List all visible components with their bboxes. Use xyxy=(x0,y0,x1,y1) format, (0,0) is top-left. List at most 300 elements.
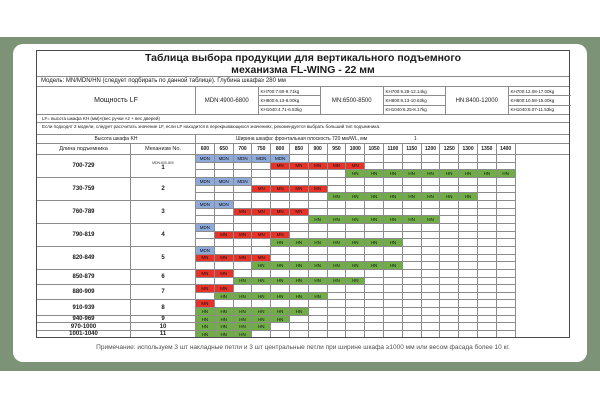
empty-cell xyxy=(478,308,497,316)
grid-right-filler xyxy=(516,323,569,331)
empty-cell xyxy=(459,255,478,263)
power-group-name-1: MN:6500-8500 xyxy=(321,87,384,114)
model-cell-hn: HN xyxy=(459,170,478,178)
power-spec-0-0: KH700:7.80-9.71kg xyxy=(259,87,321,96)
two-models-note: Если подходят 2 модели, следует рассчитать значение LF, если LF находится в перекрывающихся значениях, рекомендуется выбрать больший тип подъемника. xyxy=(37,123,569,135)
empty-cell xyxy=(346,232,365,240)
model-subrow-hn xyxy=(196,216,569,224)
width-column-header-1200: 1200 xyxy=(422,144,441,154)
model-subrow-mdn xyxy=(196,178,569,186)
mech-row-910-939 xyxy=(37,300,569,315)
empty-cell xyxy=(365,331,384,337)
empty-cell xyxy=(440,270,459,278)
empty-cell xyxy=(478,300,497,308)
width-column-header-1150: 1150 xyxy=(403,144,422,154)
empty-cell xyxy=(290,178,309,186)
empty-cell xyxy=(365,247,384,255)
empty-cell xyxy=(440,316,459,324)
grid-right-filler xyxy=(516,262,569,270)
model-cell-hn: HN xyxy=(328,278,347,286)
empty-cell xyxy=(215,239,234,247)
empty-cell xyxy=(346,155,365,163)
mechanism-number xyxy=(131,331,196,337)
model-cell-mn: MN xyxy=(196,285,215,293)
empty-cell xyxy=(365,285,384,293)
empty-cell xyxy=(365,316,384,324)
empty-cell xyxy=(440,247,459,255)
grid-right-filler xyxy=(516,270,569,278)
empty-cell xyxy=(422,178,441,186)
mechanism-number-value: 8 xyxy=(161,304,165,311)
model-cell-hn: HN xyxy=(215,293,234,301)
empty-cell xyxy=(478,270,497,278)
empty-cell xyxy=(403,201,422,209)
empty-cell xyxy=(252,239,271,247)
empty-cell xyxy=(384,163,403,171)
row-cells xyxy=(196,270,569,285)
model-cell-hn: HN xyxy=(365,170,384,178)
width-column-header-650: 650 xyxy=(215,144,234,154)
empty-cell xyxy=(497,178,516,186)
model-cell-hn: HN xyxy=(403,216,422,224)
empty-cell xyxy=(459,186,478,194)
empty-cell xyxy=(365,163,384,171)
empty-cell xyxy=(422,331,441,337)
model-subrow-mn xyxy=(196,186,569,194)
model-cell-mn: MN xyxy=(252,209,271,217)
empty-cell xyxy=(309,232,328,240)
empty-cell xyxy=(440,178,459,186)
model-cell-mn: MN xyxy=(290,186,309,194)
empty-cell xyxy=(384,178,403,186)
model-cell-mn: MN xyxy=(234,209,253,217)
model-cell-hn: HN xyxy=(365,239,384,247)
empty-cell xyxy=(422,293,441,301)
empty-cell xyxy=(328,293,347,301)
empty-cell xyxy=(459,300,478,308)
empty-cell xyxy=(459,224,478,232)
model-subrow-hn xyxy=(196,308,569,316)
empty-cell xyxy=(346,300,365,308)
empty-cell xyxy=(234,300,253,308)
empty-cell xyxy=(271,323,290,331)
empty-cell xyxy=(309,209,328,217)
model-cell-hn: HN xyxy=(403,193,422,201)
empty-cell xyxy=(328,316,347,324)
model-cell-mn: MN xyxy=(215,232,234,240)
mech-row-940-969 xyxy=(37,316,569,324)
model-subrow-mdn xyxy=(196,201,569,209)
mech-row-880-909 xyxy=(37,285,569,300)
column-header-row xyxy=(37,144,569,155)
model-cell-hn: HN xyxy=(234,278,253,286)
model-cell-hn: HN xyxy=(271,316,290,324)
empty-cell xyxy=(497,201,516,209)
model-cell-hn: HN xyxy=(309,239,328,247)
empty-cell xyxy=(346,331,365,337)
empty-cell xyxy=(403,247,422,255)
empty-cell xyxy=(365,232,384,240)
model-cell-hn: HN xyxy=(234,316,253,324)
model-cell-hn: HN xyxy=(309,262,328,270)
empty-cell xyxy=(196,170,215,178)
width-column-header-700: 700 xyxy=(234,144,253,154)
empty-cell xyxy=(440,323,459,331)
empty-cell xyxy=(459,323,478,331)
model-cell-hn: HN xyxy=(290,262,309,270)
power-spec-1-2: KH1040:6.25-8.17kg xyxy=(385,107,427,113)
model-subrow-hn xyxy=(196,170,569,178)
mech-row-970-1000 xyxy=(37,323,569,331)
model-cell-hn: HN xyxy=(271,293,290,301)
model-cell-hn: HN xyxy=(196,308,215,316)
empty-cell xyxy=(290,216,309,224)
power-group-specs-2 xyxy=(509,87,572,114)
empty-cell xyxy=(290,170,309,178)
empty-cell xyxy=(403,186,422,194)
empty-cell xyxy=(403,308,422,316)
empty-cell xyxy=(497,278,516,286)
model-cell-hn: HN xyxy=(271,278,290,286)
grid-right-filler xyxy=(516,278,569,286)
empty-cell xyxy=(215,278,234,286)
empty-cell xyxy=(309,331,328,337)
model-cell-hn: HN xyxy=(478,170,497,178)
empty-cell xyxy=(252,331,271,337)
model-cell-hn: HN xyxy=(422,216,441,224)
mech-row-700-729 xyxy=(37,155,569,178)
mechanism-number xyxy=(131,316,196,324)
empty-cell xyxy=(328,255,347,263)
row-cells xyxy=(196,331,569,337)
empty-cell xyxy=(215,170,234,178)
empty-cell xyxy=(252,170,271,178)
empty-cell xyxy=(346,178,365,186)
grid-right-filler xyxy=(516,232,569,240)
model-cell-hn: HN xyxy=(215,323,234,331)
empty-cell xyxy=(309,270,328,278)
model-cell-hn: HN xyxy=(252,293,271,301)
lift-length-range: 850-879 xyxy=(37,270,131,285)
empty-cell xyxy=(309,300,328,308)
mechanism-number-value: 2 xyxy=(161,185,165,192)
empty-cell xyxy=(384,247,403,255)
empty-cell xyxy=(215,262,234,270)
model-cell-hn: HN xyxy=(328,216,347,224)
mechanism-note: MDN:600-800 xyxy=(152,160,174,165)
empty-cell xyxy=(346,247,365,255)
model-cell-mn: MN xyxy=(234,255,253,263)
empty-cell xyxy=(459,270,478,278)
empty-cell xyxy=(497,224,516,232)
empty-cell xyxy=(328,155,347,163)
band-header-row xyxy=(37,135,569,144)
viewer-frame xyxy=(0,37,600,371)
empty-cell xyxy=(403,224,422,232)
row-cells xyxy=(196,285,569,300)
empty-cell xyxy=(497,186,516,194)
empty-cell xyxy=(478,239,497,247)
cabinet-width-header-text: Ширина шкафа: фронтальная плоскость 720 мм/WL, мм xyxy=(236,136,368,142)
empty-cell xyxy=(478,155,497,163)
model-cell-mn: MN xyxy=(215,255,234,263)
mechanism-number xyxy=(131,285,196,300)
model-subrow-mn xyxy=(196,209,569,217)
empty-cell xyxy=(459,163,478,171)
empty-cell xyxy=(234,186,253,194)
model-cell-mdn: MDN xyxy=(252,155,271,163)
empty-cell xyxy=(271,270,290,278)
model-cell-hn: HN xyxy=(215,316,234,324)
width-column-header-1000: 1000 xyxy=(346,144,365,154)
empty-cell xyxy=(403,293,422,301)
empty-cell xyxy=(459,316,478,324)
empty-cell xyxy=(384,270,403,278)
empty-cell xyxy=(252,285,271,293)
model-cell-hn: HN xyxy=(346,239,365,247)
empty-cell xyxy=(234,239,253,247)
model-cell-mn: MN xyxy=(234,232,253,240)
model-cell-hn: HN xyxy=(196,323,215,331)
model-cell-hn: HN xyxy=(196,331,215,337)
mechanism-number-value: 4 xyxy=(161,231,165,238)
empty-cell xyxy=(365,270,384,278)
empty-cell xyxy=(252,193,271,201)
model-cell-mdn: MDN xyxy=(196,178,215,186)
empty-cell xyxy=(497,285,516,293)
model-subrow-mdn xyxy=(196,247,569,255)
grid-right-filler xyxy=(516,163,569,171)
empty-cell xyxy=(384,186,403,194)
empty-cell xyxy=(384,293,403,301)
mechanism-number xyxy=(131,300,196,315)
empty-cell xyxy=(384,278,403,286)
empty-cell xyxy=(422,285,441,293)
model-cell-hn: HN xyxy=(234,308,253,316)
empty-cell xyxy=(459,216,478,224)
model-cell-hn: HN xyxy=(328,239,347,247)
model-cell-mdn: MDN xyxy=(196,224,215,232)
empty-cell xyxy=(422,239,441,247)
model-cell-mdn: MDN xyxy=(196,247,215,255)
model-cell-mn: MN xyxy=(271,186,290,194)
empty-cell xyxy=(328,323,347,331)
empty-cell xyxy=(497,163,516,171)
empty-cell xyxy=(346,285,365,293)
empty-cell xyxy=(497,308,516,316)
empty-cell xyxy=(271,247,290,255)
footer-note: Примечание: используем 3 шт накладные петли и 3 шт центральные петли при ширине шкафа ≥1000 мм или весом фасада более 10 кг. xyxy=(96,344,510,351)
empty-cell xyxy=(459,262,478,270)
empty-cell xyxy=(309,155,328,163)
model-cell-hn: HN xyxy=(384,239,403,247)
grid-right-filler xyxy=(516,300,569,308)
empty-cell xyxy=(422,316,441,324)
model-subrow-mdn xyxy=(196,224,569,232)
empty-cell xyxy=(459,209,478,217)
row-cells xyxy=(196,155,569,178)
model-subrow-hn xyxy=(196,331,569,337)
empty-cell xyxy=(234,285,253,293)
empty-cell xyxy=(271,300,290,308)
empty-cell xyxy=(440,331,459,337)
lift-length-range: 910-939 xyxy=(37,300,131,315)
row-cells xyxy=(196,323,569,331)
empty-cell xyxy=(290,300,309,308)
row-cells xyxy=(196,247,569,270)
model-cell-hn: HN xyxy=(271,239,290,247)
empty-cell xyxy=(290,155,309,163)
empty-cell xyxy=(328,232,347,240)
grid-right-filler xyxy=(516,216,569,224)
empty-cell xyxy=(196,262,215,270)
model-cell-hn: HN xyxy=(309,278,328,286)
empty-cell xyxy=(234,247,253,255)
mechanism-number-value: 7 xyxy=(161,289,165,296)
model-cell-mdn: MDN xyxy=(215,178,234,186)
empty-cell xyxy=(497,155,516,163)
empty-cell xyxy=(309,255,328,263)
empty-cell xyxy=(459,285,478,293)
lift-length-range: 970-1000 xyxy=(37,323,131,331)
empty-cell xyxy=(290,201,309,209)
model-cell-hn: HN xyxy=(271,308,290,316)
empty-cell xyxy=(271,216,290,224)
empty-cell xyxy=(497,331,516,337)
empty-cell xyxy=(196,278,215,286)
empty-cell xyxy=(403,262,422,270)
column-header-filler xyxy=(516,144,569,154)
lift-length-range: 760-789 xyxy=(37,201,131,224)
empty-cell xyxy=(196,193,215,201)
empty-cell xyxy=(234,170,253,178)
empty-cell xyxy=(459,201,478,209)
empty-cell xyxy=(252,270,271,278)
empty-cell xyxy=(346,293,365,301)
grid-right-filler xyxy=(516,170,569,178)
empty-cell xyxy=(384,209,403,217)
mech-row-790-819 xyxy=(37,224,569,247)
row-cells xyxy=(196,316,569,324)
empty-cell xyxy=(403,331,422,337)
cabinet-height-header: Высота шкафа KH xyxy=(37,135,196,143)
empty-cell xyxy=(440,308,459,316)
model-subrow-mdn xyxy=(196,155,569,163)
power-group-name-0: MDN:4900-6800 xyxy=(196,87,259,114)
empty-cell xyxy=(384,155,403,163)
model-cell-hn: HN xyxy=(497,170,516,178)
empty-cell xyxy=(384,201,403,209)
empty-cell xyxy=(459,247,478,255)
model-cell-mn: MN xyxy=(290,163,309,171)
empty-cell xyxy=(252,178,271,186)
empty-cell xyxy=(478,323,497,331)
row-cells xyxy=(196,178,569,201)
model-subrow-mn xyxy=(196,270,569,278)
empty-cell xyxy=(290,316,309,324)
model-cell-hn: HN xyxy=(252,308,271,316)
empty-cell xyxy=(328,224,347,232)
mechanism-number-value: 11 xyxy=(159,331,167,337)
empty-cell xyxy=(440,201,459,209)
empty-cell xyxy=(478,224,497,232)
empty-cell xyxy=(271,255,290,263)
model-cell-hn: HN xyxy=(328,193,347,201)
model-cell-mn: MN xyxy=(196,270,215,278)
grid-right-filler xyxy=(516,193,569,201)
model-cell-hn: HN xyxy=(252,262,271,270)
table-title-line2: механизма FL-WING - 22 мм xyxy=(231,64,375,76)
empty-cell xyxy=(365,178,384,186)
empty-cell xyxy=(459,331,478,337)
empty-cell xyxy=(478,186,497,194)
empty-cell xyxy=(478,278,497,286)
empty-cell xyxy=(309,224,328,232)
empty-cell xyxy=(497,255,516,263)
model-cell-mn: MN xyxy=(252,232,271,240)
empty-cell xyxy=(309,316,328,324)
empty-cell xyxy=(497,316,516,324)
empty-cell xyxy=(290,247,309,255)
model-subrow-hn xyxy=(196,262,569,270)
empty-cell xyxy=(215,163,234,171)
empty-cell xyxy=(478,216,497,224)
empty-cell xyxy=(365,155,384,163)
cabinet-width-header xyxy=(196,135,569,143)
empty-cell xyxy=(215,186,234,194)
model-cell-hn: HN xyxy=(346,193,365,201)
empty-cell xyxy=(478,232,497,240)
document-card xyxy=(13,44,587,362)
model-cell-hn: HN xyxy=(384,216,403,224)
model-cell-hn: HN xyxy=(290,239,309,247)
mechanism-grid xyxy=(37,155,569,337)
model-subrow-hn xyxy=(196,278,569,286)
lift-length-range: 940-969 xyxy=(37,316,131,324)
grid-right-filler xyxy=(516,224,569,232)
empty-cell xyxy=(440,209,459,217)
empty-cell xyxy=(346,186,365,194)
model-cell-mdn: MDN xyxy=(196,201,215,209)
lf-formula-note: LF= высота шкафа KH (мм)×(вес ручки ×2 + вес дверей) xyxy=(37,115,569,123)
empty-cell xyxy=(196,293,215,301)
empty-cell xyxy=(234,216,253,224)
empty-cell xyxy=(478,293,497,301)
mechanism-number-value: 10 xyxy=(159,323,167,330)
empty-cell xyxy=(215,216,234,224)
empty-cell xyxy=(196,232,215,240)
empty-cell xyxy=(478,209,497,217)
table-title-line1: Таблица выбора продукции для вертикального подъемного xyxy=(145,52,461,64)
empty-cell xyxy=(346,316,365,324)
empty-cell xyxy=(440,155,459,163)
model-cell-hn: HN xyxy=(234,323,253,331)
empty-cell xyxy=(384,308,403,316)
model-cell-hn: HN xyxy=(403,170,422,178)
empty-cell xyxy=(497,239,516,247)
grid-right-filler xyxy=(516,255,569,263)
mechanism-number xyxy=(131,270,196,285)
empty-cell xyxy=(440,216,459,224)
empty-cell xyxy=(234,163,253,171)
power-group-name-2: HN:8400-12000 xyxy=(446,87,509,114)
mechanism-number xyxy=(131,178,196,201)
model-cell-mdn: MDN xyxy=(196,155,215,163)
mechanism-number xyxy=(131,224,196,247)
empty-cell xyxy=(478,285,497,293)
empty-cell xyxy=(459,278,478,286)
empty-cell xyxy=(271,178,290,186)
